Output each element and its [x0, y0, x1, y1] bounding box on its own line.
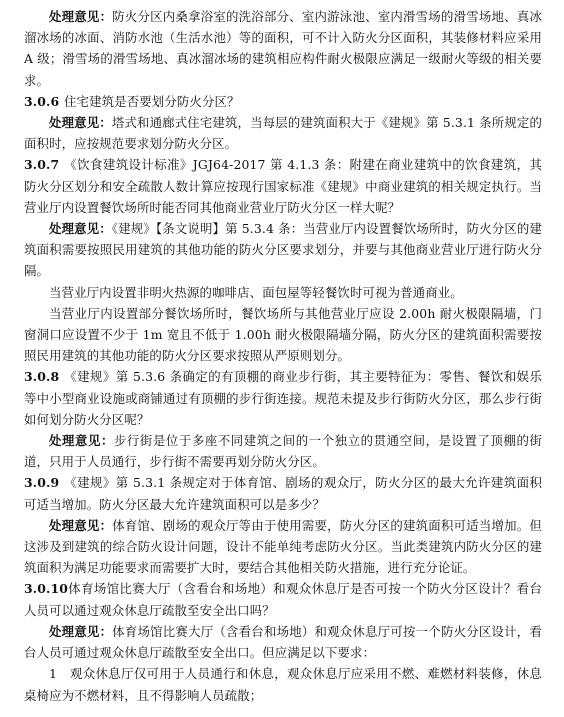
question-3-0-8 [24, 366, 542, 430]
opinion-text: 体育场馆比赛大厅（含看台和场地）和观众休息厅可按一个防火分区设计，看台人员可通过观众休息厅疏散至安全出口。但应满足以下要求： [24, 623, 542, 661]
opinion-paragraph [24, 621, 542, 663]
opinion-label: 处理意见： [49, 517, 113, 533]
body-paragraph: 当营业厅内设置部分餐饮场所时，餐饮场所与其他营业厅应设 2.00h 耐火极限隔墙，门窗洞口应设置不少于 1m 宽且不低于 1.00h 耐火极限隔墙分隔，防火分区的建筑面积需要按照民用建筑的其他功能的防火分区要求按照从严原则划分。 [24, 305, 542, 364]
clause-number: 3.0.9 [24, 475, 60, 491]
opinion-text: 防火分区内桑拿浴室的洗浴部分、室内游泳池、室内滑雪场的滑雪场地、真冰溜冰场的冰面、消防水池（生活水池）等的面积，可不计入防火分区面积，其装修材料应采用 A 级；滑雪场的滑雪场地、真冰溜冰场的建筑相应构件耐火极限应满足一级耐火等级的相关要求。 [24, 9, 542, 88]
clause-number: 3.0.8 [24, 369, 60, 385]
question-3-0-6 [24, 91, 542, 112]
body-paragraph: 当营业厅内设置非明火热源的咖啡店、面包屋等轻餐饮时可视为普通商业。 [49, 284, 463, 300]
clause-number: 3.0.10 [24, 581, 69, 597]
opinion-paragraph [24, 218, 542, 282]
opinion-paragraph [24, 112, 542, 154]
list-item: 1 观众休息厅仅可用于人员通行和休息，观众休息厅应采用不燃、难燃材料装修，休息桌椅应为不燃材料，且不得影响人员疏散； [24, 666, 542, 703]
opinion-label: 处理意见： [49, 433, 114, 449]
opinion-paragraph [24, 6, 542, 91]
question-text: 《建规》第 5.3.1 条规定对于体育馆、剧场的观众厅，防火分区的最大允许建筑面积可适当增加。防火分区最大允许建筑面积可以是多少？ [24, 475, 542, 512]
opinion-label: 处理意见： [49, 221, 112, 237]
opinion-text: 体育馆、剧场的观众厅等由于使用需要，防火分区的建筑面积可适当增加。但这涉及到建筑的综合防火设计问题，设计不能单纯考虑防火分区。当此类建筑内防火分区的建筑面积为满足功能要求而需要扩大时，要结合其他相关防火措施，进行充分论证。 [24, 517, 542, 576]
question-text: 《饮食建筑设计标准》JGJ64-2017 第 4.1.3 条：附建在商业建筑中的饮食建筑，其防火分区划分和安全疏散人数计算应按现行国家标准《建规》中商业建筑的相关规定执行。当营业厅内设置餐饮场所时能否同其他商业营业厅防火分区一样大呢？ [24, 157, 542, 215]
question-3-0-10 [24, 578, 542, 620]
question-text: 住宅建筑是否要划分防火分区？ [64, 93, 240, 109]
opinion-text: 《建规》【条文说明】第 5.3.4 条：当营业厅内设置餐饮场所时，防火分区的建筑面积需要按照民用建筑的其他功能的防火分区要求划分，并要与其他商业营业厅进行防火分隔。 [24, 221, 542, 279]
question-3-0-9 [24, 472, 542, 514]
opinion-label: 处理意见： [49, 623, 113, 639]
opinion-paragraph [24, 430, 542, 472]
clause-number: 3.0.7 [24, 157, 60, 173]
opinion-text: 步行街是位于多座不同建筑之间的一个独立的贯通空间，是设置了顶棚的街道，只用于人员通行，步行街不需要再划分防火分区。 [24, 433, 543, 470]
question-3-0-7 [24, 154, 542, 218]
opinion-paragraph [24, 515, 542, 579]
clause-number: 3.0.6 [24, 93, 60, 109]
question-text: 《建规》第 5.3.6 条确定的有顶棚的商业步行街，其主要特征为：零售、餐饮和娱乐等中小型商业设施或商铺通过有顶棚的步行街连接。规范未提及步行街防火分区，那么步行街如何划分防火分区呢？ [24, 369, 542, 427]
question-text: 体育场馆比赛大厅（含看台和场地）和观众休息厅是否可按一个防火分区设计？看台人员可以通过观众休息厅疏散至安全出口吗？ [24, 581, 542, 618]
opinion-label: 处理意见： [49, 9, 113, 24]
opinion-label: 处理意见： [49, 115, 112, 131]
opinion-text: 塔式和通廊式住宅建筑，当每层的建筑面积大于《建规》第 5.3.1 条所规定的面积时，应按规范要求划分防火分区。 [24, 115, 543, 152]
